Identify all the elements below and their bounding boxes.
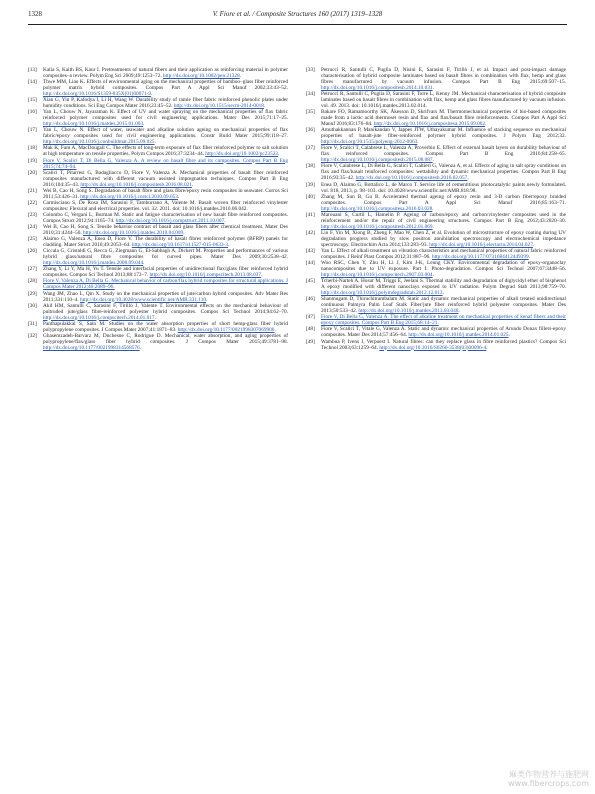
reference-text bbox=[43, 248, 288, 266]
reference-end-punct: . bbox=[432, 85, 434, 91]
reference-end-punct: . bbox=[508, 332, 510, 339]
reference-text bbox=[43, 158, 288, 170]
reference-number: [37] bbox=[306, 145, 315, 152]
reference-link[interactable]: http://dx.doi.org/10.1016/j.compscitech.2007.03.004 bbox=[321, 272, 433, 279]
reference-end-punct: . bbox=[154, 139, 156, 146]
reference-link[interactable]: http://dx.doi.org/10.1016/S0266-3538(03)00096-4 bbox=[379, 344, 487, 351]
reference-body: Wei B, Cao H, Song S. Degradation of basalt fibre and glass fibre/epoxy resin composites in seawater. Corros Sci 2011;53:426–31. bbox=[43, 187, 288, 200]
reference-item bbox=[306, 278, 566, 296]
references-section bbox=[28, 67, 567, 351]
reference-number: [44] bbox=[306, 260, 315, 267]
reference-number: [13] bbox=[28, 67, 37, 73]
reference-item bbox=[28, 278, 288, 290]
reference-number: [49] bbox=[306, 338, 315, 345]
reference-item bbox=[28, 333, 288, 351]
reference-body: Zhang M, Sun B, Gu B. Accelerated thermal ageing of epoxy resin and 3-D carbon fiber/epoxy braided composites. Compos Part A Appl Sci Manuf 2016;85:163–71. bbox=[321, 193, 566, 206]
reference-body: Liu F, Yin M, Xiong B, Zheng F, Mao W, Chen Z, et al. Evolution of microstructure of epoxy coating during UV degradation progress studied by slow positron annihilation spectroscopy and electrochemical impedance spectroscopy. Electrochim Acta 2014;133:283–93. bbox=[321, 229, 566, 248]
reference-number: [39] bbox=[306, 181, 315, 188]
reference-link[interactable]: http://dx.doi.org/10.1016/j.polymdegradstab.2012.12.013 bbox=[321, 290, 443, 297]
references-left-column bbox=[28, 67, 288, 351]
reference-body: Fiore V, Scalici T, Calabrese L, Valenza A, Proverbio E. Effect of external basalt layers on durability behaviour of flax reinforced composites. Compos Part B Eng 2016;84:258–65. bbox=[321, 145, 566, 158]
reference-body: Ghasemzadeh-Barvarz M, Duchesne C, Rodrigue D. Mechanical, water absorption, and aging properties of polypropylene/flax/glass fiber hybrid composites. J Compos Mater 2015;49:3781–98. bbox=[43, 332, 288, 345]
reference-end-punct: . bbox=[183, 230, 185, 237]
reference-number: [31] bbox=[28, 320, 37, 327]
reference-end-punct: . bbox=[239, 73, 242, 79]
reference-text bbox=[321, 91, 566, 109]
reference-link[interactable]: http://dx.doi.org/10.1016/j.matdes.2010.04.009 bbox=[83, 230, 184, 237]
reference-number: [47] bbox=[306, 314, 315, 321]
reference-text bbox=[43, 170, 288, 188]
reference-end-punct: . bbox=[467, 175, 469, 182]
reference-end-punct: . bbox=[528, 253, 530, 260]
reference-link[interactable]: http://dx.doi.org/10.1016/S1359-835X(01)00071-9 bbox=[43, 91, 152, 98]
reference-link[interactable]: http://dx.doi.org/10.1016/j.compositesb.2014.10.031 bbox=[321, 85, 433, 91]
reference-body: Mak K, Fam A, MacDougall C. The effects of long-term exposure of flax fiber reinforced polymer to salt solution at high temperature on tensile properties. Polym Compos 2016;37:3234–44. bbox=[43, 145, 288, 158]
watermark-site-name: 麻类作物营养与施肥网 bbox=[509, 770, 589, 779]
reference-link[interactable]: http://dx.doi.org/10.1515/polyeng-2012-0063 bbox=[321, 139, 418, 146]
reference-body: Ciccala G, Cristaldi G, Recca G, Ziegmann G, El-Sabbagh A, Dickert M. Properties and performances of various hybrid glass/natural fibre composites for curved pipes. Mater Des 2009;30:2538–42. bbox=[43, 248, 288, 261]
reference-body: Fiore V, Calabrese L, Di Bella G, Scalici T, Galtieri G, Valenza A, et al. Effects of aging in salt spray conditions on flax and flax/basalt reinforced composites: wettability and dynamic mechanical properties. Compos Part B Eng 2016;93:35–42. bbox=[321, 163, 566, 182]
reference-item bbox=[28, 109, 288, 127]
reference-text bbox=[321, 326, 566, 338]
reference-text bbox=[43, 79, 288, 97]
reference-item bbox=[306, 296, 566, 314]
reference-number: [27] bbox=[28, 266, 37, 273]
reference-item bbox=[28, 200, 288, 212]
reference-text bbox=[321, 182, 566, 194]
reference-end-punct: . bbox=[261, 272, 263, 279]
reference-end-punct: . bbox=[485, 121, 487, 128]
reference-item bbox=[306, 212, 566, 230]
reference-number: [19] bbox=[28, 157, 37, 164]
reference-item bbox=[28, 170, 288, 188]
watermark-url: www.fibercrops.com bbox=[508, 779, 589, 788]
reference-end-punct: . bbox=[151, 91, 153, 98]
reference-item bbox=[306, 127, 566, 145]
reference-text bbox=[43, 97, 288, 109]
reference-body: Panthapulakkal S, Sain M. Studies on the water absorption properties of short hemp-glass fiber hybrid polypropylene composites. J Compos Mater 2007;41:1871–83. bbox=[43, 320, 288, 333]
reference-body: Petrucci R, Santulli C, Puglia D, Sarasini F, Torre L, Kenny JM. Mechanical characterisation of hybrid composite laminates based on basalt fibres in combination with flax, hemp and glass fibres manufactured by vacuum infusion. vol. 49. 2013. doi: 10.1016/j.matdes.2013.02.014. bbox=[321, 91, 566, 110]
references-right-column bbox=[306, 67, 566, 351]
reference-end-punct: . bbox=[432, 205, 434, 212]
reference-link[interactable]: http://dx.doi.org/10.1177/0021998307069900 bbox=[177, 326, 275, 333]
reference-link[interactable]: http://dx.doi.org/10.1002/pen.21328 bbox=[163, 73, 240, 79]
reference-end-punct: . bbox=[224, 217, 226, 224]
reference-link[interactable]: http://dx.doi.org/10.1016/j.electacta.2014.04.027 bbox=[429, 241, 533, 248]
reference-text bbox=[321, 248, 566, 260]
reference-text bbox=[43, 236, 288, 248]
reference-link[interactable]: http://dx.doi.org/10.1177/0021998314568576 bbox=[43, 344, 140, 351]
reference-item bbox=[28, 248, 288, 266]
reference-text bbox=[321, 163, 566, 181]
reference-number: [26] bbox=[28, 248, 37, 255]
reference-number: [28] bbox=[28, 278, 37, 285]
reference-number: [16] bbox=[28, 109, 37, 116]
reference-number: [32] bbox=[28, 332, 37, 339]
reference-text bbox=[43, 200, 288, 212]
reference-body: Tcherbi-Narteh A, Hosur M, Triggs E, Jeelani S. Thermal stability and degradation of diglycidyl ether of bisphenol A epoxy modified with different nanoclays exposed to UV radiation. Polym Degrad Stab 2013;98:759–70. bbox=[321, 278, 566, 291]
reference-body: Carmisciano S, De Rosa IM, Sarasini F, Tamburrano A, Valente M. Basalt woven fiber reinforced vinylester composites: Flexural and electrical properties. vol. 32. 2011. doi: 10.1016/j.matdes.2010.06.042. bbox=[43, 199, 288, 212]
reference-body: Colombo C, Vergani L, Burman M. Static and fatigue characterisation of new basalt fibre reinforced composites. Compos Struct 2012;94:1165–74. bbox=[43, 211, 288, 224]
reference-end-punct: . bbox=[143, 121, 145, 128]
reference-link[interactable]: http://dx.doi.org/10.1016/j.matdes.2014.01.025 bbox=[408, 332, 509, 339]
reference-link[interactable]: http://dx.doi.org/10.1016/j.matdes.2008.09.044 bbox=[43, 260, 144, 267]
reference-body: Zhang Y, Li Y, Ma H, Yu T. Tensile and interfacial properties of unidirectional flax/glass fiber reinforced hybrid composites. Compos Sci Technol 2013;88:172–7. bbox=[43, 266, 288, 279]
reference-number: [46] bbox=[306, 296, 315, 303]
reference-number: [36] bbox=[306, 127, 315, 134]
reference-item bbox=[28, 212, 288, 224]
reference-number: [15] bbox=[28, 97, 37, 104]
reference-number: [45] bbox=[306, 278, 315, 285]
reference-text bbox=[43, 145, 288, 157]
reference-text bbox=[43, 224, 288, 236]
reference-link[interactable]: http://dx.doi.org/10.1016/j.compositesa.2016.03.028 bbox=[321, 205, 433, 212]
reference-number: [42] bbox=[306, 229, 315, 236]
reference-link[interactable]: http://dx.doi.org/10.1016/j.conbuildmat.2015.09.025 bbox=[43, 139, 155, 146]
reference-number: [38] bbox=[306, 163, 315, 170]
reference-body: Enea D, Alaimo G, Bottalico L, de Marco T. Service life of cementitious photocatalytic paints newly formulated. vol. 818, 2013, p. 98–103. doi: 10.4028/www.scientific.net/AMR.818.98. bbox=[321, 181, 566, 194]
reference-end-punct: . bbox=[206, 296, 208, 303]
reference-item bbox=[28, 188, 288, 200]
reference-item bbox=[306, 91, 566, 109]
reference-item bbox=[28, 266, 288, 278]
reference-text bbox=[321, 127, 566, 145]
reference-number: [35] bbox=[306, 109, 315, 116]
reference-end-punct: . bbox=[177, 193, 180, 200]
reference-number: [29] bbox=[28, 290, 37, 297]
reference-link[interactable]: http://dx.doi.org/10.1515/secm-2014-0018 bbox=[173, 103, 264, 110]
reference-number: [30] bbox=[28, 302, 37, 309]
reference-text bbox=[43, 67, 288, 79]
reference-link[interactable]: http://dx.doi.org/10.1002/pc23522 bbox=[205, 151, 279, 158]
reference-text bbox=[43, 212, 288, 224]
reference-body: Scalici T, Pitarresi G, Badagliacco D, Fiore V, Valenza A. Mechanical properties of basalt fiber reinforced composites manufactured with different vacuum assisted impregnation techniques. Compos Part B Eng 2016;104:35–43. bbox=[43, 169, 288, 188]
reference-text bbox=[43, 278, 288, 290]
reference-text bbox=[43, 291, 288, 303]
reference-body: Akil HM, Santulli C, Sarasini F, Tirillò J, Valente T. Environmental effects on the mechanical behaviour of pultruded jute/glass fibre-reinforced polyester hybrid composites. Compos Sci Technol 2014;94:62–70. bbox=[43, 302, 288, 315]
reference-item bbox=[306, 163, 566, 181]
reference-end-punct: . bbox=[143, 260, 145, 267]
reference-text bbox=[43, 303, 288, 321]
header-rule bbox=[28, 24, 567, 25]
reference-end-punct: . bbox=[274, 326, 276, 333]
reference-number: [24] bbox=[28, 224, 37, 231]
reference-text bbox=[321, 145, 566, 163]
reference-end-punct: . bbox=[458, 308, 460, 315]
reference-link[interactable]: Fiore V, Scalici T, Di Bella G, Valenza A. A review on basalt fibre and its composites. Compos Part B Eng 2015;74:74–94. bbox=[43, 157, 288, 170]
reference-body: Kalia S, Kaith BS, Kaur I. Pretreatments of natural fibers and their application as reinforcing material in polymer composites–a review. Polym Eng Sci 2009;49:1253–72. bbox=[43, 67, 288, 79]
reference-text bbox=[321, 67, 566, 91]
reference-item bbox=[28, 224, 288, 236]
reference-text bbox=[43, 333, 288, 351]
reference-item bbox=[306, 260, 566, 278]
reference-end-punct: . bbox=[432, 272, 434, 279]
reference-link[interactable]: http://dx.doi.org/10.1016/j.compscitech.2014.01.017 bbox=[43, 314, 155, 321]
reference-body: Alaimo G, Valenza A, Enea D, Fiore V. The durability of basalt fibres reinforced polymer (BFRP) panels for cladding. Mater Struct 2016;49:2053–64. bbox=[43, 236, 288, 249]
reference-item bbox=[28, 67, 288, 79]
reference-body: Yan L. Effect of alkali treatment on vibration characteristics and mechanical properties of natural fabric reinforced composites. J Reinf Plast Compos 2012;31:887–96. bbox=[321, 247, 566, 260]
reference-item bbox=[306, 109, 566, 127]
reference-link[interactable]: http://dx.doi.org/10.1016/j.compositesb.2016.08.021 bbox=[80, 181, 192, 188]
reference-number: [48] bbox=[306, 326, 315, 333]
reference-end-punct: . bbox=[278, 151, 280, 158]
reference-text bbox=[321, 109, 566, 127]
reference-body: Amuthakkannan P, Manikandan V, Jappes JTW, Uthayakumar M. Influence of stacking sequence on mechanical properties of basalt-jute fiber-reinforced polymer hybrid composites. J Polym Eng 2012;32. bbox=[321, 127, 566, 140]
reference-body: Bakare FO, Ramamoorthy SK, Åkesson D, Skrifvars M. Thermomechanical properties of bio-based composites made from a lactic acid thermoset resin and flax and flax/basalt fibre reinforcements. Compos Part A Appl Sci Manuf 2016;83:176–84. bbox=[321, 109, 566, 128]
reference-item bbox=[28, 291, 288, 303]
reference-body: Woo RSC, Chen Y, Zhu H, Li J, Kim J-K, Leung CKY. Environmental degradation of epoxy-organoclay nanocomposites due to UV exposure. Part I: Photo-degradation. Compos Sci Technol 2007;67:3448–56. bbox=[321, 260, 566, 273]
reference-end-punct: . bbox=[432, 157, 434, 164]
reference-number: [25] bbox=[28, 236, 37, 243]
reference-number: [41] bbox=[306, 211, 315, 218]
journal-citation: V. Fiore et al. / Composite Structures 160 (2017) 1319–1328 bbox=[212, 10, 383, 18]
reference-text bbox=[43, 127, 288, 145]
reference-item bbox=[306, 326, 566, 338]
reference-number: [18] bbox=[28, 145, 37, 152]
reference-end-punct: . bbox=[532, 241, 535, 248]
reference-item bbox=[28, 236, 288, 248]
reference-item bbox=[28, 321, 288, 333]
reference-text bbox=[321, 194, 566, 212]
reference-link[interactable]: Fiore V, Valenza A, Di Bella G. Mechanical behavior of carbon/flax hybrid composites for structural applications. J Compos Mater 2012;46:2089–96. bbox=[43, 278, 288, 291]
reference-body: Fiore V, Scalici T, Vitale G, Valenza A. Static and dynamic mechanical properties of Arundo Donax fillers-epoxy composites. Mater Des 2014;57:456–64. bbox=[321, 326, 566, 339]
reference-item bbox=[28, 158, 288, 170]
page-number: 1328 bbox=[28, 10, 42, 18]
reference-end-punct: . bbox=[191, 181, 194, 188]
reference-item bbox=[28, 145, 288, 157]
reference-body: Wambua P, Ivens J, Verpoest I. Natural fibres: can they replace glass in fibre reinforced plastics? Compos Sci Technol 2003;63:1259–64. bbox=[321, 338, 566, 351]
reference-item bbox=[306, 314, 566, 326]
reference-text bbox=[321, 314, 566, 326]
reference-item bbox=[306, 182, 566, 194]
reference-number: [34] bbox=[306, 91, 315, 98]
reference-item bbox=[306, 67, 566, 91]
reference-text bbox=[43, 266, 288, 278]
reference-text bbox=[321, 260, 566, 278]
reference-item bbox=[28, 127, 288, 145]
reference-end-punct: . bbox=[442, 290, 444, 297]
reference-link[interactable]: http://dx.doi.org/10.1016/j.compositesb.2012.01.069 bbox=[321, 223, 433, 230]
reference-end-punct: . bbox=[227, 242, 230, 249]
reference-link[interactable]: Fiore V, Di Bella G, Valenza A. The effect of alkaline treatment on mechanical properties of kenaf fibers and their epoxy composites. Compos Part B Eng 2015;68:14–21. bbox=[321, 314, 566, 327]
reference-body: Thwe MM, Liao K. Effects of environmental aging on the mechanical properties of bamboo–glass fiber reinforced polymer matrix hybrid composites. Compos Part A Appl Sci Manuf 2002;33:43–52. bbox=[43, 79, 288, 92]
reference-item bbox=[28, 97, 288, 109]
reference-end-punct: . bbox=[154, 314, 156, 321]
reference-text bbox=[321, 296, 566, 314]
reference-link[interactable]: http://dx.doi.org/10.1016/j.matdes.2013.03.048 bbox=[358, 308, 459, 315]
reference-number: [14] bbox=[28, 79, 37, 86]
reference-link[interactable]: http://dx.doi.org/10.1177/0731684412449399 bbox=[431, 253, 529, 260]
reference-text bbox=[43, 188, 288, 200]
reference-number: [21] bbox=[28, 187, 37, 194]
reference-link[interactable]: http://dx.doi.org/10.1016/j.matdes.2015.01.003 bbox=[43, 121, 144, 128]
reference-link[interactable]: http://dx.doi.org/10.1016/j.compscitech.2013.08.037 bbox=[149, 272, 262, 279]
reference-number: [40] bbox=[306, 193, 315, 200]
reference-link[interactable]: http://dx.doi.org/10.1016/j.compositesb.2016.02.057 bbox=[355, 175, 468, 182]
reference-number: [17] bbox=[28, 127, 37, 134]
reference-link[interactable]: http://dx.doi.org/10.1016/j.corsci.2010.09.053 bbox=[80, 193, 178, 200]
reference-body: Yan L, Chouw N. Effect of water, seawater and alkaline solution ageing on mechanical properties of flax fabric/epoxy composites used for civil engineering applications. Constr Build Mater 2015;99:118–27. bbox=[43, 127, 288, 140]
reference-body: Shanmugam D, Thiruchitrambalam M. Static and dynamic mechanical properties of alkali treated unidirectional continuous Palmyra Palm Leaf Stalk Fiber/jute fiber reinforced hybrid polyester composites. Mater Des 2013;50:533–42. bbox=[321, 296, 566, 315]
reference-body: Wang JM, Zhao L, Qin X. Study on the mechanical properties of jute/carbon hybrid composites. Adv Mater Res 2011;331:110–4. bbox=[43, 290, 288, 303]
reference-text bbox=[321, 278, 566, 296]
reference-link[interactable]: http://dx.doi.org/10.1617/s11527-015-0633-3 bbox=[131, 242, 228, 249]
reference-body: Yan L, Chouw N, Jayaraman K. Effect of UV and water spraying on the mechanical properties of flax fabric reinforced polymer composites used for civil engineering applications. Mater Des 2015;71:17–25. bbox=[43, 109, 288, 122]
reference-text bbox=[321, 339, 566, 351]
reference-number: [20] bbox=[28, 169, 37, 176]
reference-end-punct: . bbox=[417, 139, 419, 146]
reference-item bbox=[306, 145, 566, 163]
reference-end-punct: . bbox=[139, 344, 141, 351]
watermark bbox=[508, 770, 589, 788]
reference-text bbox=[43, 321, 288, 333]
reference-item bbox=[28, 303, 288, 321]
reference-end-punct: . bbox=[486, 344, 488, 351]
running-header bbox=[28, 10, 567, 22]
reference-item bbox=[306, 194, 566, 212]
reference-item bbox=[306, 230, 566, 248]
reference-body: Wei B, Cao H, Song S. Tensile behavior contrast of basalt and glass fibers after chemical treatment. Mater Des 2010;31:4244–50. bbox=[43, 224, 288, 237]
reference-text bbox=[43, 109, 288, 127]
reference-body: Xian G, Yin P, Kafodya I, Li H, Wang W. Durability study of ramie fiber fabric reinforced phenolic plates under humidity conditions. Sci Eng Compos Mater 2016;23:45–52. bbox=[43, 97, 288, 110]
reference-number: [43] bbox=[306, 247, 315, 254]
reference-link[interactable]: http://dx.doi.org/10.4028/www.scientific.net/AMR.331.110 bbox=[79, 296, 207, 303]
reference-number: [23] bbox=[28, 211, 37, 218]
reference-end-punct: . bbox=[432, 223, 434, 230]
reference-item bbox=[306, 248, 566, 260]
reference-text bbox=[321, 230, 566, 248]
reference-item bbox=[28, 79, 288, 97]
reference-link[interactable]: http://dx.doi.org/10.1016/j.compstruct.2011.10.007 bbox=[115, 217, 225, 224]
reference-link[interactable]: http://dx.doi.org/10.1016/j.compositesa.2015.09.002 bbox=[373, 121, 486, 128]
reference-body: Marouani S, Curtil L, Hamelin P. Ageing of carbon/epoxy and carbon/vinylester composites used in the reinforcement and/or the repair of civil engineering structures. Compos Part B Eng 2012;43:2020–30. bbox=[321, 211, 566, 224]
reference-number: [33] bbox=[306, 67, 315, 73]
reference-body: Petrucci R, Santulli C, Puglia D, Nisini E, Sarasini F, Tirillò J, et al. Impact and post-impact damage characterisation of hybrid composite laminates based on basalt fibres in combination with flax, hemp and glass fibres manufactured by vacuum infusion. Compos Part B Eng 2015;69:507–15. bbox=[321, 67, 566, 85]
reference-number: [22] bbox=[28, 199, 37, 206]
reference-end-punct: . bbox=[263, 103, 266, 110]
reference-item bbox=[306, 339, 566, 351]
reference-link[interactable]: http://dx.doi.org/10.1016/j.compositesb.2015.08.087 bbox=[321, 157, 433, 164]
reference-text bbox=[321, 212, 566, 230]
